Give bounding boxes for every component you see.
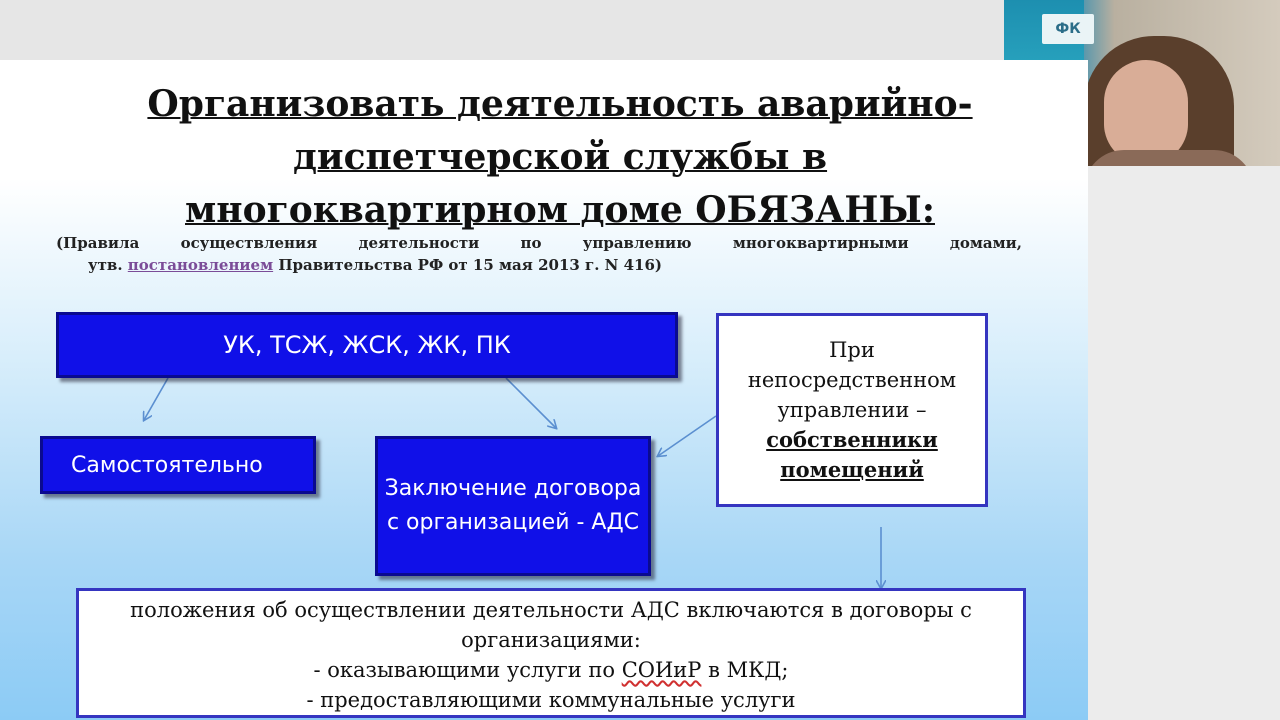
rules-word: управлению bbox=[582, 234, 692, 252]
rules-word: деятельности bbox=[358, 234, 480, 252]
arrow-owners-to-contract bbox=[658, 416, 716, 456]
owners-strong-2: помещений bbox=[780, 457, 924, 482]
owners-line-2: непосредственном bbox=[747, 368, 957, 392]
rules-word: многоквартирными bbox=[732, 234, 909, 252]
provisions-line-3-prefix: - оказывающими услуги по bbox=[313, 658, 622, 682]
contract-option-box: Заключение договора с организацией - АДС bbox=[375, 436, 651, 576]
owners-line-3: управлении – bbox=[777, 398, 927, 422]
arrow-uk-to-contract bbox=[506, 378, 556, 428]
presentation-slide bbox=[0, 60, 1088, 720]
rules-word: домами, bbox=[949, 234, 1022, 252]
provisions-line-2: организациями: bbox=[461, 628, 641, 652]
presentation-toolbar bbox=[0, 0, 1004, 60]
presenter-body bbox=[1084, 150, 1254, 166]
owners-line-1: При bbox=[829, 338, 875, 362]
presenter-face bbox=[1104, 60, 1188, 164]
decree-link[interactable]: постановлением bbox=[127, 256, 274, 274]
slide-title: Организовать деятельность аварийно-диспетчерской службы в многоквартирном доме ОБЯЗАНЫ: bbox=[147, 83, 973, 231]
rules-suffix: Правительства РФ от 15 мая 2013 г. N 416) bbox=[278, 256, 663, 274]
contract-provisions-box bbox=[76, 588, 1026, 718]
provisions-line-1: положения об осуществлении деятельности АДС включаются в договоры с bbox=[130, 598, 972, 622]
arrow-uk-to-self bbox=[144, 378, 168, 420]
provisions-line-3 bbox=[314, 655, 789, 685]
rules-word: осуществления bbox=[180, 234, 318, 252]
webcam-logo: ФК bbox=[1042, 14, 1094, 44]
direct-management-box bbox=[716, 313, 988, 507]
rules-prefix: утв. bbox=[88, 256, 123, 274]
provisions-line-3-suffix: в МКД; bbox=[701, 658, 789, 682]
provisions-line-4: - предоставляющими коммунальные услуги bbox=[306, 688, 796, 712]
self-option-box: Самостоятельно bbox=[40, 436, 316, 494]
rules-word: (Правила bbox=[56, 234, 140, 252]
rules-word: по bbox=[520, 234, 542, 252]
owners-strong-1: собственники bbox=[766, 427, 938, 452]
soiir-abbreviation: СОИиР bbox=[621, 658, 702, 682]
management-org-box: УК, ТСЖ, ЖСК, ЖК, ПК bbox=[56, 312, 678, 378]
side-panel bbox=[1088, 166, 1280, 720]
